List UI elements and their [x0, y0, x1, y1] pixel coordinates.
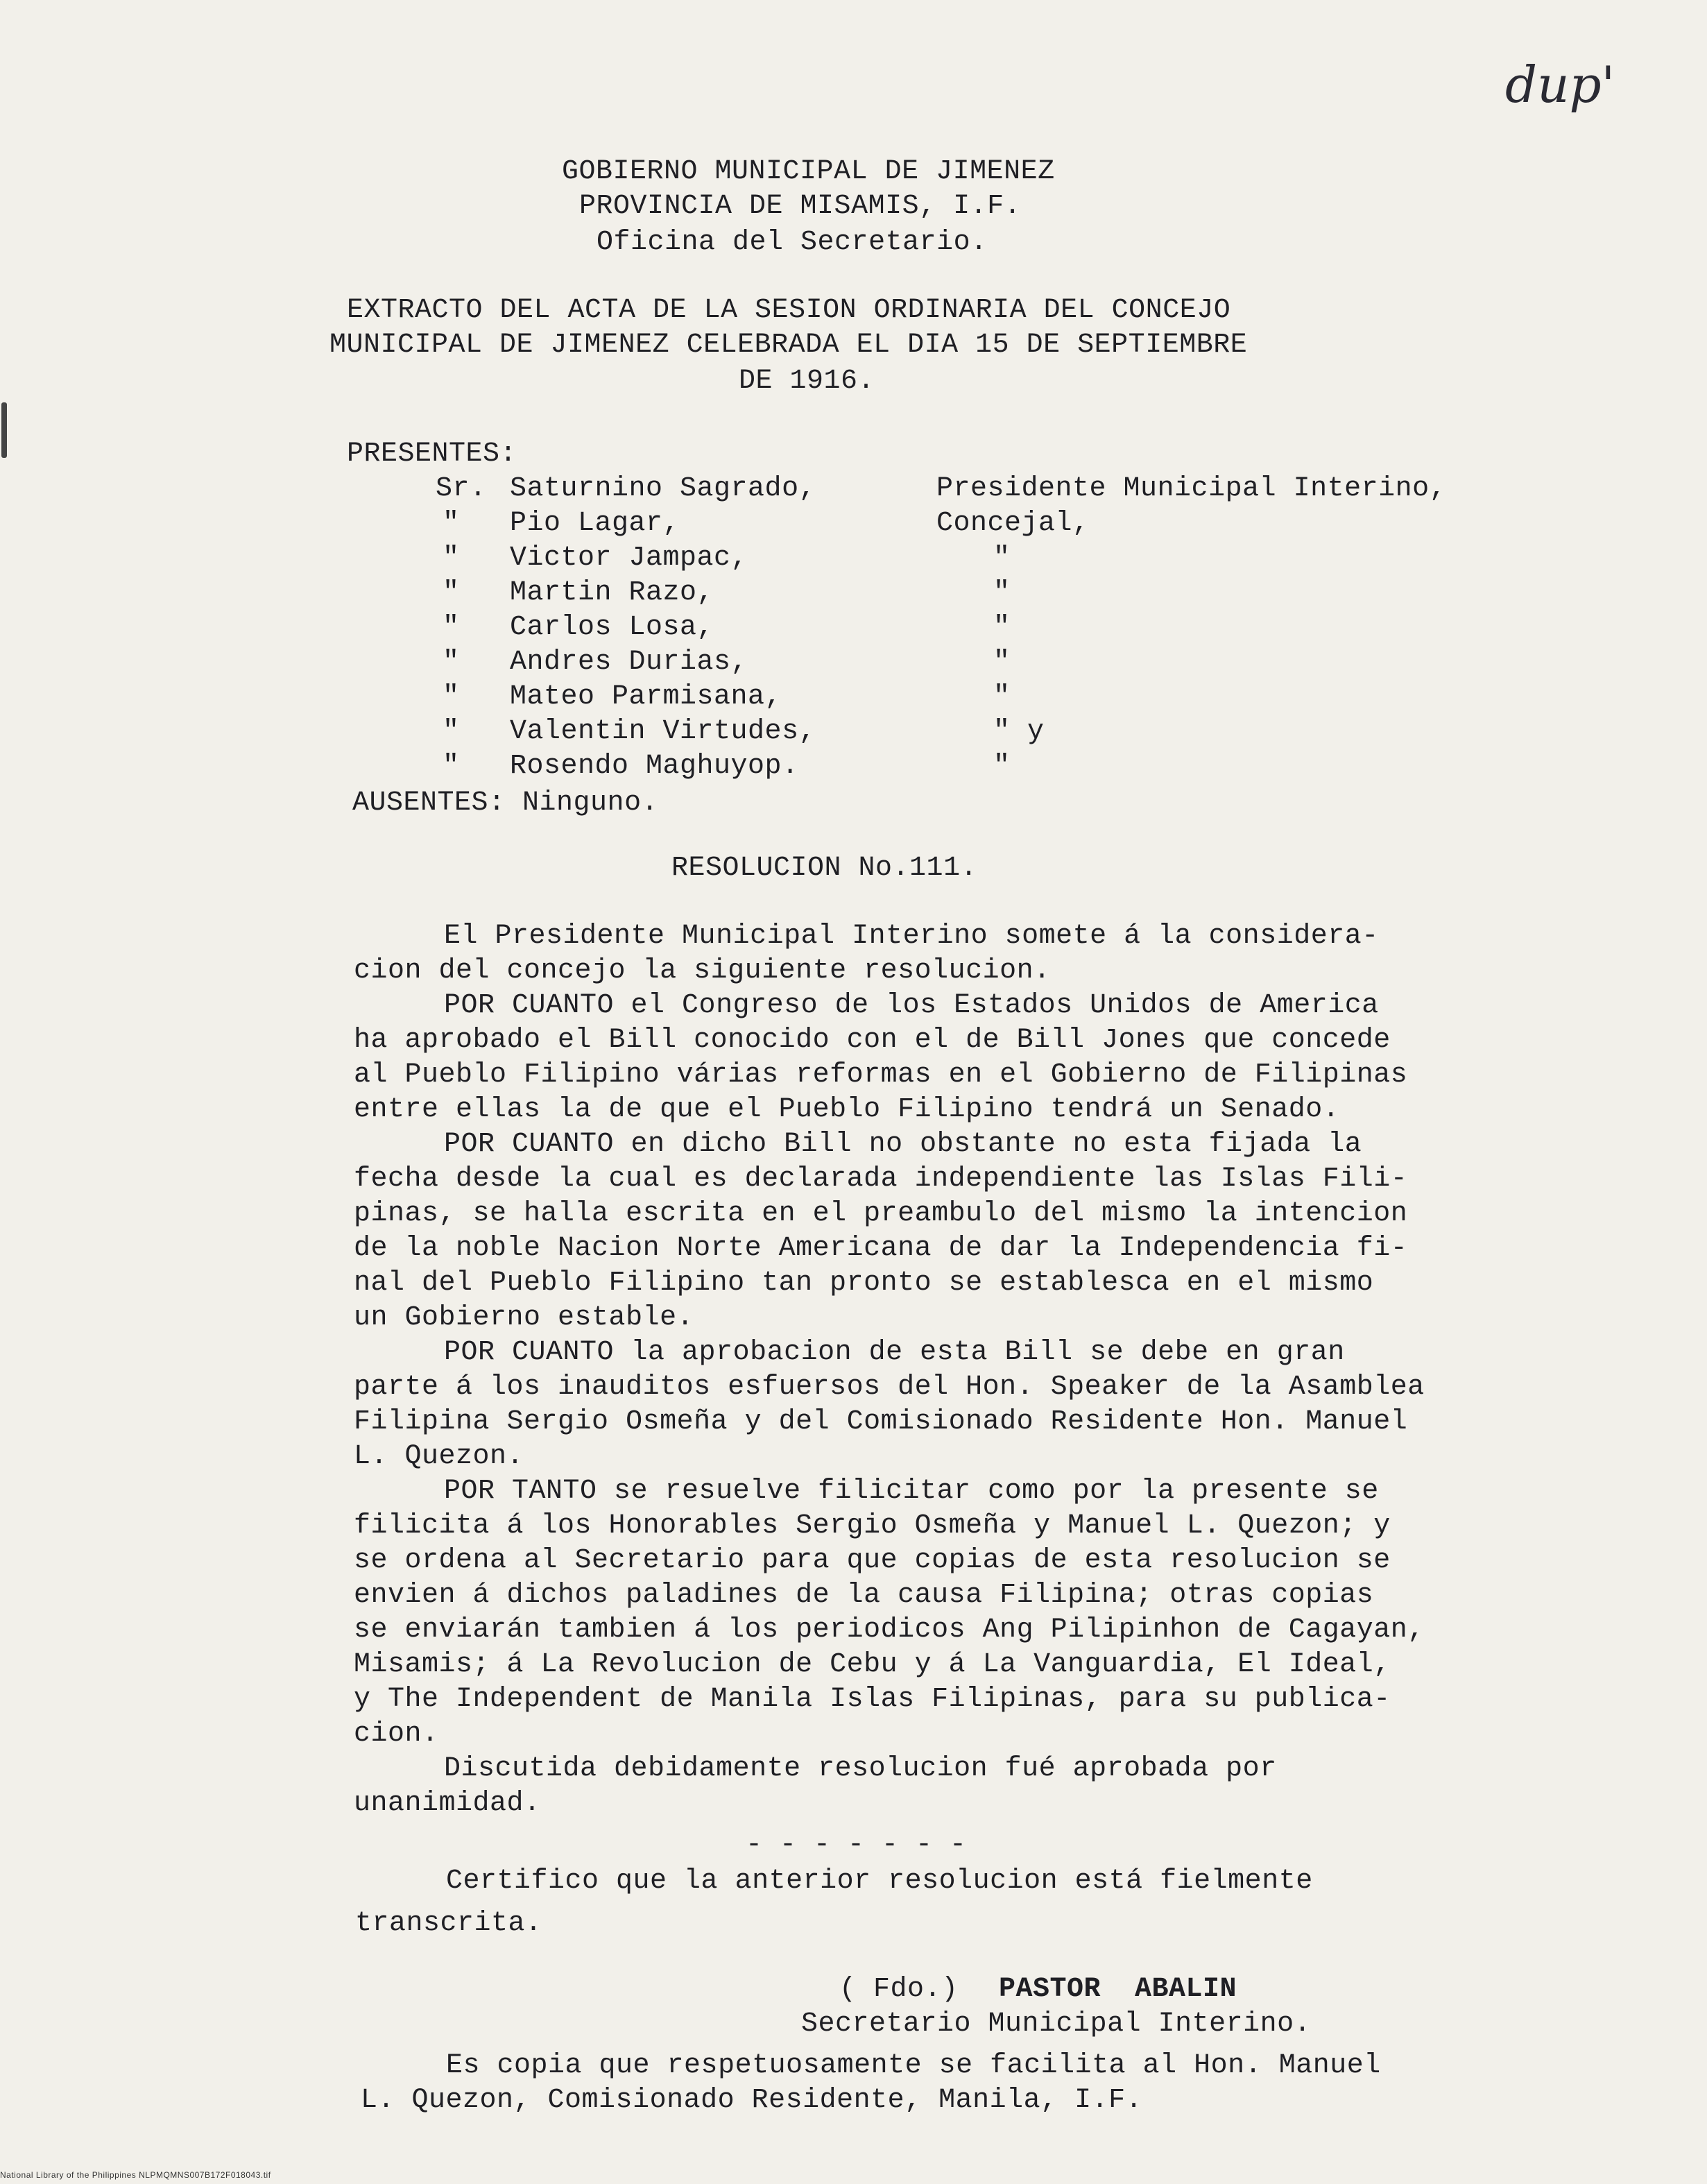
body-line: L. Quezon.: [354, 1441, 524, 1472]
member-role: " y: [993, 716, 1045, 747]
copy-line-1: Es copia que respetuosamente se facilita al Hon. Manuel: [446, 2050, 1381, 2081]
header-line-2: PROVINCIA DE MISAMIS, I.F.: [579, 191, 1022, 222]
member-role: ": [993, 577, 1011, 608]
member-name: Martin Razo,: [510, 577, 714, 608]
title-line-3: DE 1916.: [739, 366, 875, 397]
body-line: fecha desde la cual es declarada independiente las Islas Fili-: [354, 1163, 1408, 1195]
member-name: Pio Lagar,: [510, 508, 680, 539]
member-name: Mateo Parmisana,: [510, 681, 782, 713]
body-line: Filipina Sergio Osmeña y del Comisionado Residente Hon. Manuel: [354, 1406, 1408, 1437]
member-prefix: ": [443, 577, 460, 608]
member-prefix: ": [443, 543, 460, 574]
certify-line-2: transcrita.: [355, 1908, 542, 1939]
body-line: y The Independent de Manila Islas Filipinas, para su publica-: [354, 1684, 1391, 1715]
ausentes-line: AUSENTES: Ninguno.: [352, 787, 659, 819]
body-line: ha aprobado el Bill conocido con el de Bill Jones que concede: [354, 1025, 1391, 1056]
title-line-1: EXTRACTO DEL ACTA DE LA SESION ORDINARIA DEL CONCEJO: [347, 295, 1231, 326]
handwritten-annotation: dup': [1505, 56, 1615, 114]
member-role: ": [993, 612, 1011, 643]
member-prefix: ": [443, 681, 460, 713]
member-prefix: Sr.: [436, 473, 487, 504]
member-name: Carlos Losa,: [510, 612, 714, 643]
presentes-label: PRESENTES:: [347, 438, 517, 470]
certify-line-1: Certifico que la anterior resolucion está fielmente: [446, 1866, 1313, 1897]
member-prefix: ": [443, 612, 460, 643]
title-line-2: MUNICIPAL DE JIMENEZ CELEBRADA EL DIA 15 DE SEPTIEMBRE: [329, 330, 1248, 361]
header-line-1: GOBIERNO MUNICIPAL DE JIMENEZ: [562, 156, 1055, 187]
copy-line-2: L. Quezon, Comisionado Residente, Manila, I.F.: [361, 2085, 1143, 2116]
member-name: Rosendo Maghuyop.: [510, 751, 799, 782]
body-line: al Pueblo Filipino várias reformas en el Gobierno de Filipinas: [354, 1059, 1408, 1091]
body-line: entre ellas la de que el Pueblo Filipino tendrá un Senado.: [354, 1094, 1340, 1125]
member-prefix: ": [443, 751, 460, 782]
member-prefix: ": [443, 508, 460, 539]
member-name: Valentin Virtudes,: [510, 716, 816, 747]
separator-dashes: - - - - - - -: [746, 1829, 967, 1861]
member-name: Andres Durias,: [510, 647, 748, 678]
member-role: ": [993, 751, 1011, 782]
body-line: Discutida debidamente resolucion fué aprobada por: [444, 1753, 1277, 1784]
member-prefix: ": [443, 647, 460, 678]
signature-title: Secretario Municipal Interino.: [801, 2008, 1312, 2040]
body-line: cion del concejo la siguiente resolucion.: [354, 955, 1051, 987]
member-prefix: ": [443, 716, 460, 747]
body-line: POR TANTO se resuelve filicitar como por la presente se: [444, 1476, 1379, 1507]
body-line: pinas, se halla escrita en el preambulo del mismo la intencion: [354, 1198, 1408, 1229]
body-line: de la noble Nacion Norte Americana de dar la Independencia fi-: [354, 1233, 1408, 1264]
body-line: cion.: [354, 1718, 439, 1750]
body-line: Misamis; á La Revolucion de Cebu y á La Vanguardia, El Ideal,: [354, 1649, 1391, 1680]
signature-name: PASTOR ABALIN: [999, 1974, 1237, 2005]
member-role: Concejal,: [936, 508, 1090, 539]
member-role: ": [993, 681, 1011, 713]
body-line: filicita á los Honorables Sergio Osmeña y Manuel L. Quezon; y: [354, 1510, 1391, 1542]
member-role: ": [993, 647, 1011, 678]
body-line: POR CUANTO en dicho Bill no obstante no esta fijada la: [444, 1129, 1362, 1160]
body-line: nal del Pueblo Filipino tan pronto se establesca en el mismo: [354, 1268, 1374, 1299]
signature-prefix: ( Fdo.): [839, 1974, 959, 2005]
member-name: Victor Jampac,: [510, 543, 748, 574]
header-line-3: Oficina del Secretario.: [597, 227, 988, 258]
body-line: El Presidente Municipal Interino somete á la considera-: [444, 921, 1379, 952]
member-name: Saturnino Sagrado,: [510, 473, 816, 504]
body-line: POR CUANTO la aprobacion de esta Bill se debe en gran: [444, 1337, 1345, 1368]
body-line: envien á dichos paladines de la causa Filipina; otras copias: [354, 1580, 1374, 1611]
body-line: POR CUANTO el Congreso de los Estados Unidos de America: [444, 990, 1379, 1021]
member-role: Presidente Municipal Interino,: [936, 473, 1447, 504]
scan-edge-mark: [1, 402, 7, 458]
body-line: un Gobierno estable.: [354, 1302, 694, 1333]
member-role: ": [993, 543, 1011, 574]
body-line: unanimidad.: [354, 1788, 541, 1819]
body-line: se ordena al Secretario para que copias de esta resolucion se: [354, 1545, 1391, 1576]
body-line: parte á los inauditos esfuersos del Hon. Speaker de la Asamblea: [354, 1372, 1425, 1403]
body-line: se enviarán tambien á los periodicos Ang Pilipinhon de Cagayan,: [354, 1614, 1425, 1646]
resolution-title: RESOLUCION No.111.: [671, 853, 978, 884]
scan-footer-id: National Library of the Philippines NLPMQMNS007B172F018043.tif: [0, 2170, 271, 2180]
